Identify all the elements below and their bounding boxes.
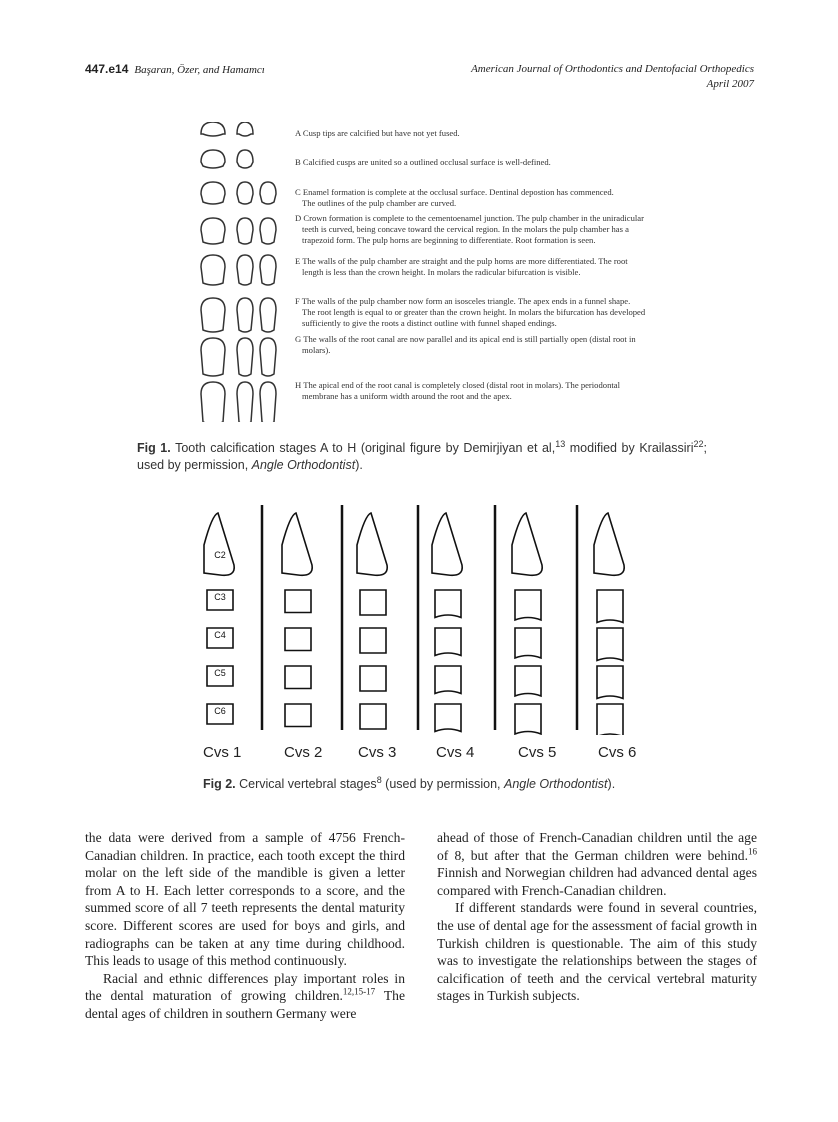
citation-link[interactable]: 16: [748, 846, 757, 857]
caption-label: Fig 2.: [203, 777, 236, 791]
vertebra-body: [360, 666, 386, 691]
vertebra-body: [360, 628, 386, 653]
caption-journal: Angle Orthodontist: [503, 777, 608, 791]
c2-vertebra: [594, 513, 624, 575]
tooth-icon: [201, 182, 225, 204]
authors: Başaran, Özer, and Hamamcı: [134, 64, 265, 76]
tooth-icon: [237, 382, 253, 422]
tooth-icon: [237, 122, 253, 136]
paragraph: the data were derived from a sample of 4756 French-Canadian children. In practice, each tooth except the third molar on the left side of the mandible is given a letter from A to H. Each letter corresponds to a score, and the summed score of all 7 teeth represents the dental maturity score. Different scores are used for boys and girls, and radiographs can be taken at any time during childhood. This leads to usage of this method continuously.: [85, 830, 405, 969]
vertebra-body: [285, 704, 311, 727]
citation-link[interactable]: 22: [693, 438, 704, 449]
stage-text-cont: membrane has a uniform width around the root and the apex.: [302, 391, 512, 401]
caption-text: (used by permission,: [381, 777, 504, 791]
body-column-left: [85, 829, 405, 1023]
cvs-stage-label: Cvs 1: [203, 744, 242, 761]
c2-vertebra: [204, 513, 234, 575]
text: ahead of those of French-Canadian children until the age of 8, but after that the German children were behind.: [437, 830, 757, 863]
journal-name: American Journal of Orthodontics and Dentofacial Orthopedics: [471, 63, 754, 75]
vertebra-body: [515, 666, 541, 696]
citation-link[interactable]: 13: [555, 438, 566, 449]
vertebra-body: [360, 704, 386, 729]
page-number: 447.e14: [85, 62, 129, 76]
vertebra-body: [597, 628, 623, 661]
paragraph: [437, 829, 757, 899]
stage-text: H The apical end of the root canal is completely closed (distal root in molars). The periodontal: [295, 380, 620, 390]
stage-text-cont: teeth is curved, being concave toward the cervical region. In the molars the pulp chamber has a trapezoid form. The pulp horns are beginning to differentiate. Root formation is seen.: [302, 224, 629, 245]
tooth-icon: [201, 338, 225, 376]
tooth-icon: [260, 338, 276, 376]
figure-1-caption: [137, 440, 707, 474]
tooth-icon: [201, 298, 225, 332]
body-column-right: [437, 829, 757, 1005]
stage-text: F The walls of the pulp chamber now form an isosceles triangle. The apex ends in a funnel shape.: [295, 296, 631, 306]
cvs-stage-label: Cvs 4: [436, 744, 475, 761]
stage-text: B Calcified cusps are united so a outlined occlusal surface is well-defined.: [295, 157, 551, 167]
c2-vertebra: [432, 513, 462, 575]
vertebra-body: [597, 590, 623, 623]
vertebra-body: [515, 628, 541, 658]
c2-vertebra: [357, 513, 387, 575]
cvs-stage-label: Cvs 6: [598, 744, 637, 761]
stage-text: D Crown formation is complete to the cementoenamel junction. The pulp chamber in the uniradicular: [295, 213, 644, 223]
stage-description: [295, 157, 655, 168]
caption-journal: Angle Orthodontist: [251, 458, 356, 472]
caption-text: Tooth calcification stages A to H (original figure by Demirjiyan et al,: [170, 441, 556, 455]
tooth-icon: [201, 218, 225, 244]
tooth-icon: [201, 255, 225, 285]
vertebra-label: C5: [214, 668, 226, 678]
stage-description: [295, 296, 655, 329]
vertebra-body: [360, 590, 386, 615]
stage-description: [295, 213, 655, 246]
stage-description: [295, 256, 655, 278]
vertebra-label: C6: [214, 706, 226, 716]
text: Racial and ethnic differences play important roles in the dental maturation of growing children.: [85, 970, 405, 1004]
stage-text-cont: length is less than the crown height. In molars the radicular bifurcation is visible.: [302, 267, 581, 277]
stage-text-cont: The root length is equal to or greater than the crown height. In molars the bifurcation has developed sufficiently to give the roots a distinct outline with funnel shaped endings.: [302, 307, 646, 328]
stage-description: [295, 187, 655, 209]
caption-text: ).: [607, 777, 616, 791]
paragraph: [85, 970, 405, 1023]
stage-text-cont: The outlines of the pulp chamber are curved.: [302, 198, 457, 208]
text: Finnish and Norwegian children had advanced dental ages compared with French-Canadian children.: [437, 865, 757, 898]
stage-text: G The walls of the root canal are now parallel and its apical end is still partially open (distal root in: [295, 334, 636, 344]
tooth-icon: [237, 150, 253, 168]
stage-text-cont: molars).: [302, 345, 331, 355]
stage-description: [295, 128, 655, 139]
tooth-icon: [260, 298, 276, 332]
vertebra-body: [285, 666, 311, 689]
c2-vertebra: [512, 513, 542, 575]
tooth-icon: [201, 122, 225, 136]
caption-text: modified by Krailassiri: [565, 441, 694, 455]
vertebra-body: [435, 704, 461, 732]
caption-label: Fig 1.: [137, 441, 171, 455]
citation-link[interactable]: 12,15-17: [342, 986, 376, 997]
vertebra-label: C3: [214, 592, 226, 602]
cvs-stage-label: Cvs 2: [284, 744, 323, 761]
tooth-icon: [201, 382, 225, 422]
tooth-icon: [237, 182, 253, 204]
figure-2-caption: [203, 776, 615, 793]
cervical-vertebrae-drawing: [190, 505, 650, 735]
issue-date: April 2007: [706, 78, 754, 90]
caption-text: Cervical vertebral stages: [235, 777, 377, 791]
stage-text: A Cusp tips are calcified but have not yet fused.: [295, 128, 460, 138]
cvs-stage-label: Cvs 3: [358, 744, 397, 761]
vertebra-body: [435, 666, 461, 694]
cvs-stage-label: Cvs 5: [518, 744, 557, 761]
stage-text: C Enamel formation is complete at the occlusal surface. Dentinal depostion has commenced.: [295, 187, 614, 197]
tooth-icon: [237, 218, 253, 244]
tooth-icon: [260, 255, 276, 285]
caption-text: ; used by permission,: [137, 441, 707, 472]
vertebra-body: [515, 590, 541, 620]
running-header-left: [85, 62, 265, 76]
c2-vertebra: [282, 513, 312, 575]
stage-text: E The walls of the pulp chamber are straight and the pulp horns are more differentiated. The root: [295, 256, 628, 266]
tooth-icon: [237, 338, 253, 376]
vertebra-body: [515, 704, 541, 734]
tooth-icon: [260, 382, 276, 422]
paragraph: If different standards were found in several countries, the use of dental age for the assessment of facial growth in Turkish children is questionable. The aim of this study was to investigate the relationships between the stages of calcification of teeth and the cervical vertebral maturity stages in Turkish subjects.: [437, 900, 757, 1004]
tooth-icon: [237, 255, 253, 285]
stage-description: [295, 380, 655, 402]
vertebra-body: [435, 590, 461, 618]
citation-link[interactable]: 8: [376, 774, 382, 785]
tooth-icon: [260, 182, 276, 204]
vertebra-body: [285, 590, 311, 613]
vertebra-label: C2: [214, 550, 226, 560]
vertebra-body: [285, 628, 311, 651]
tooth-icon: [237, 298, 253, 332]
tooth-icon: [260, 218, 276, 244]
vertebra-body: [597, 704, 623, 735]
tooth-icon: [201, 150, 225, 168]
running-header-right: [471, 62, 754, 92]
tooth-stage-drawings: [195, 122, 295, 422]
vertebra-label: C4: [214, 630, 226, 640]
text: The dental ages of children in southern Germany were: [85, 988, 405, 1021]
vertebra-body: [597, 666, 623, 699]
vertebra-body: [435, 628, 461, 656]
caption-text: ).: [355, 458, 363, 472]
stage-description: [295, 334, 655, 356]
